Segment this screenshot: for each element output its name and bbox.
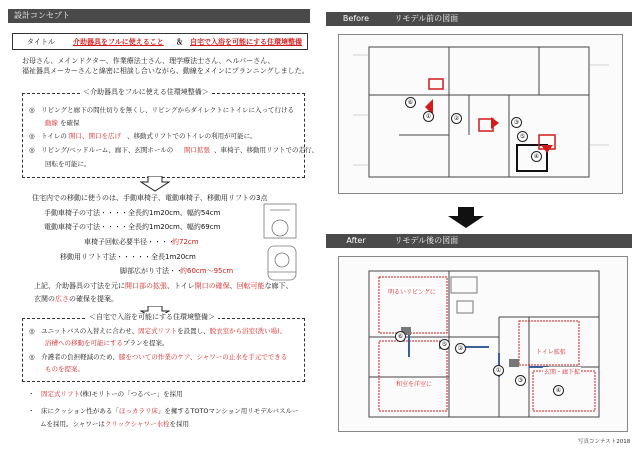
after-label-toilet: トイレ拡張 [536, 349, 566, 356]
concept-header: 設計コンセプト [8, 9, 310, 23]
intro-line1: お母さん、メインドクター、作業療法士さん、理学療法士さん、ヘルパーさん、 [22, 57, 275, 65]
after-num-3: ③ [515, 375, 526, 386]
dim-electric-wheelchair: 電動車椅子の寸法・・・・全長約1m20cm、幅約69cm [44, 223, 221, 231]
section1-title: ＜介助器具をフルに使える住環境整備＞ [80, 88, 212, 97]
title-box [12, 33, 308, 50]
before-num-1: ① [423, 111, 434, 122]
sec2-b1-c: を設置し、 [177, 327, 210, 335]
foot1-b: 固定式リフト [41, 390, 80, 398]
summary2-a: 玄関の [34, 295, 55, 303]
after-num-6: ⑥ [395, 331, 406, 342]
sec1-bullet3-b: 開口拡張 [184, 146, 210, 154]
before-tag: Before [342, 14, 370, 23]
summary1-a: 上記、介助器具の寸法を元に [34, 282, 125, 290]
sec1-bullet3-a: ◎ リビング/ベッドルーム、廊下、玄関ホールの [29, 146, 174, 154]
before-num-5: ⑤ [517, 131, 528, 142]
wheelchair-illustration [260, 200, 304, 286]
title-label: タイトル [27, 38, 55, 46]
sec2-b2-b: 膝をついての作業のケア、シャワーの止水を手元でできる [118, 353, 288, 361]
foot3-a: ムを採用。シャワーは [40, 420, 105, 428]
foot2-c: 」を擁するTOTOマンション用リモデルバスルー [157, 407, 299, 415]
sec1-bullet2-a: ◎ トイレの [29, 132, 67, 140]
foot3-b: クリックシャワー水栓 [104, 420, 170, 428]
sec1-bullet3-c: 、車椅子、移動用リフトでの走行、 [214, 146, 318, 154]
sec2-b1-f: プランを提案。 [123, 339, 169, 347]
intro-line2: 福祉器具メーカーさんと綿密に相談し合いながら、動線をメインにプランニングしました。 [22, 67, 309, 75]
sec1-bullet3-d: 回転を可能に。 [45, 160, 91, 168]
footnote1 [28, 390, 183, 399]
before-num-4: ④ [531, 151, 542, 162]
sec2-bullet2-line1 [29, 353, 287, 362]
after-floorplan [338, 256, 628, 432]
after-title: リモデル後の図面 [394, 236, 459, 245]
title-part1: 介助器具をフルに使えること [73, 38, 164, 46]
foot1-c: (株)モリトーの「つるべー」を採用 [80, 390, 183, 398]
sec1-bullet1-b: 動線 [45, 119, 58, 127]
before-num-3: ③ [511, 117, 522, 128]
sec1-bullet1-a: ◎ リビングと廊下の間仕切りを無くし、リビングからダイレクトにトイレに入って行ける [29, 106, 294, 114]
before-num-6: ⑥ [405, 97, 416, 108]
sec2-bullet1-line1 [29, 327, 286, 336]
after-header [326, 234, 632, 248]
sec2-bullet2-line2: ものを提案。 [45, 365, 84, 373]
after-num-5: ⑤ [439, 339, 450, 350]
footnote2 [28, 407, 298, 416]
after-tag: After [346, 236, 366, 245]
summary-line1 [34, 282, 293, 291]
move-line: 住宅内での移動に使うのは、手動車椅子、電動車椅子、移動用リフトの3点 [32, 194, 268, 202]
before-floorplan-drawing [339, 35, 623, 194]
sec2-b1-b: 固定式リフト [138, 327, 178, 335]
summary1-c: 、トイレ [167, 282, 195, 290]
after-floorplan-drawing [339, 257, 628, 432]
dim-leg-spread: 脚部広がり寸法・・ [120, 267, 183, 275]
sec2-b2-a: ◎ 介護者の負担軽減のため、 [29, 353, 119, 361]
after-num-2: ② [455, 343, 466, 354]
before-floorplan [338, 34, 623, 194]
down-arrow-icon [140, 176, 170, 192]
dim-lift: 移動用リフト寸法・・・・・全長1m20cm [60, 253, 196, 261]
title-amp: ＆ [176, 38, 183, 46]
before-num-2: ② [451, 113, 462, 124]
summary1-e: 、 [229, 282, 237, 290]
after-num-1: ① [493, 365, 504, 376]
sec1-bullet2-b: 開口、開口を広げ [69, 132, 121, 140]
after-num-4: ④ [553, 385, 564, 396]
foot3-c: を採用 [169, 420, 189, 428]
foot1-a: ・ [28, 390, 41, 398]
sec1-bullet2-c: 、移動式リフトでのトイレの利用が可能に。 [127, 132, 257, 140]
sec2-b1-e: 浴槽への移動を可能にする [45, 339, 123, 347]
footnote3 [40, 420, 189, 429]
summary2-b: 広さ [55, 295, 69, 303]
sec2-b1-a: ◎ ユニットバスの入替えに合わせ、 [29, 327, 139, 335]
dim-turning-radius-value: 約72cm [172, 238, 199, 246]
section2-box [22, 318, 305, 382]
down-arrow-icon [446, 207, 486, 229]
sec2-bullet1-line2 [45, 339, 169, 348]
summary2-c: の確保を提案。 [69, 295, 118, 303]
title-part2: 自宅で入浴を可能にする住環境整備 [190, 38, 302, 46]
after-label-entrance: 玄関・廊下拡 [544, 369, 581, 376]
dim-turning-radius: 車椅子回転必要半径・・・・ [84, 238, 175, 246]
summary1-d: 開口の確保 [194, 282, 230, 290]
dim-manual-wheelchair: 手動車椅子の寸法・・・・全長約1m20cm、幅約54cm [44, 209, 221, 217]
sec1-bullet1-c: を確保 [60, 119, 80, 127]
before-header [326, 12, 632, 26]
after-label-room: 和室を洋室に [396, 381, 433, 388]
foot2-b: ほっカラリ床 [118, 407, 158, 415]
summary1-g: な廊下、 [264, 282, 293, 290]
dim-leg-spread-value: 約60cm～95cm [180, 267, 234, 275]
credit: 写真コンテスト2018 [578, 439, 631, 445]
section2-title: ＜自宅で入浴を可能にする住環境整備＞ [86, 313, 218, 322]
after-label-living: 明るいリビングに [388, 289, 436, 296]
foot2-a: ・ 床にクッション性がある「 [28, 407, 119, 415]
summary-line2 [34, 295, 118, 304]
sec2-b1-d: 脱衣室から浴室(洗い場)、 [209, 327, 287, 335]
section1-box [22, 93, 318, 178]
summary1-f: 回転可能 [236, 282, 265, 290]
before-title: リモデル前の図面 [394, 14, 459, 23]
summary1-b: 開口部の拡張 [125, 282, 167, 290]
